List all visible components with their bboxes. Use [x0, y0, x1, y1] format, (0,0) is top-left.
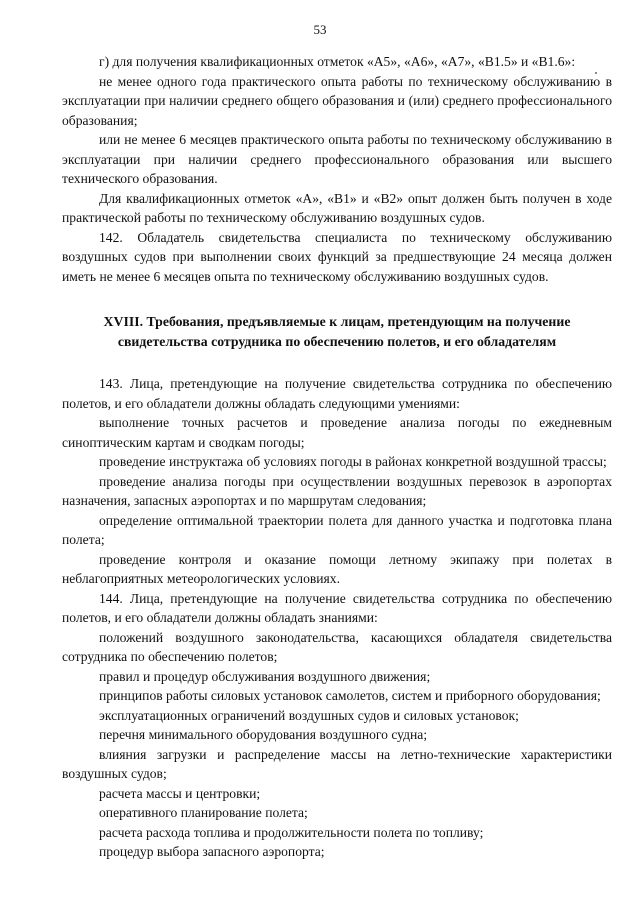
list-item: перечня минимального оборудования воздушного судна;: [99, 727, 428, 742]
paragraph-144: 144. Лица, претендующие на получение свидетельства сотрудника по обеспечению полетов, и его обладатели должны обладать знаниями:: [62, 590, 612, 625]
list-item: положений воздушного законодательства, касающихся обладателя свидетельства сотрудника по обеспечению полетов;: [62, 629, 612, 664]
list-item: влияния загрузки и распределение массы на летно-технические характеристики воздушных судов;: [62, 746, 612, 781]
paragraph-142: 142. Обладатель свидетельства специалиста по техническому обслуживанию воздушных судов при выполнении своих функций за предшествующие 24 месяца должен иметь не менее 6 месяцев опыта по техническому обслуживанию воздушных судов.: [62, 229, 612, 284]
list-item: оперативного планирование полета;: [99, 805, 308, 820]
list-item: проведение контроля и оказание помощи летному экипажу при полетах в неблагоприятных метеорологических условиях.: [62, 551, 612, 586]
section-a: [62, 52, 612, 286]
list-item: проведение инструктажа об условиях погоды в районах конкретной воздушной трассы;: [99, 454, 607, 469]
list-item: расчета расхода топлива и продолжительности полета по топливу;: [99, 824, 484, 840]
list-item: выполнение точных расчетов и проведение анализа погоды по ежедневным синоптическим картам и сводкам погоды;: [62, 415, 612, 450]
list-item: принципов работы силовых установок самолетов, систем и приборного оборудования;: [99, 688, 601, 703]
list-item: правил и процедур обслуживания воздушного движения;: [99, 668, 431, 684]
paragraph: Для квалификационных отметок «А», «В1» и «В2» опыт должен быть получен в ходе практической работы по техническому обслуживанию воздушных судов.: [62, 190, 612, 225]
list-item: эксплуатационных ограничений воздушных судов и силовых установок;: [99, 707, 519, 723]
paragraph: г) для получения квалификационных отметок «А5», «А6», «А7», «В1.5» и «В1.6»:: [99, 54, 576, 69]
paragraph-143: 143. Лица, претендующие на получение свидетельства сотрудника по обеспечению полетов, и его обладатели должны обладать следующими умениями:: [62, 376, 612, 411]
page-number: 53: [313, 22, 327, 37]
list-item: расчета массы и центровки;: [99, 785, 261, 801]
section-b: [62, 374, 612, 862]
list-item: определение оптимальной траектории полета для данного участка и подготовка плана полета;: [62, 512, 612, 547]
section-heading: XVIII. Требования, предъявляемые к лицам, претендующим на получение свидетельства сотрудника по обеспечению полетов, и его обладателям: [103, 314, 571, 349]
list-item: процедур выбора запасного аэропорта;: [99, 844, 325, 859]
document-body: [62, 52, 612, 862]
paragraph: или не менее 6 месяцев практического опыта работы по техническому обслуживанию в эксплуатации при наличии среднего профессионального образования или высшего технического образования.: [62, 132, 612, 186]
list-item: проведение анализа погоды при осуществлении воздушных перевозок в аэропортах назначения, запасных аэропортах и по маршрутам следования;: [62, 473, 612, 508]
paragraph: не менее одного года практического опыта работы по техническому обслуживанию в эксплуатации при наличии среднего общего образования и (или) среднего профессионального образования;: [62, 73, 612, 128]
